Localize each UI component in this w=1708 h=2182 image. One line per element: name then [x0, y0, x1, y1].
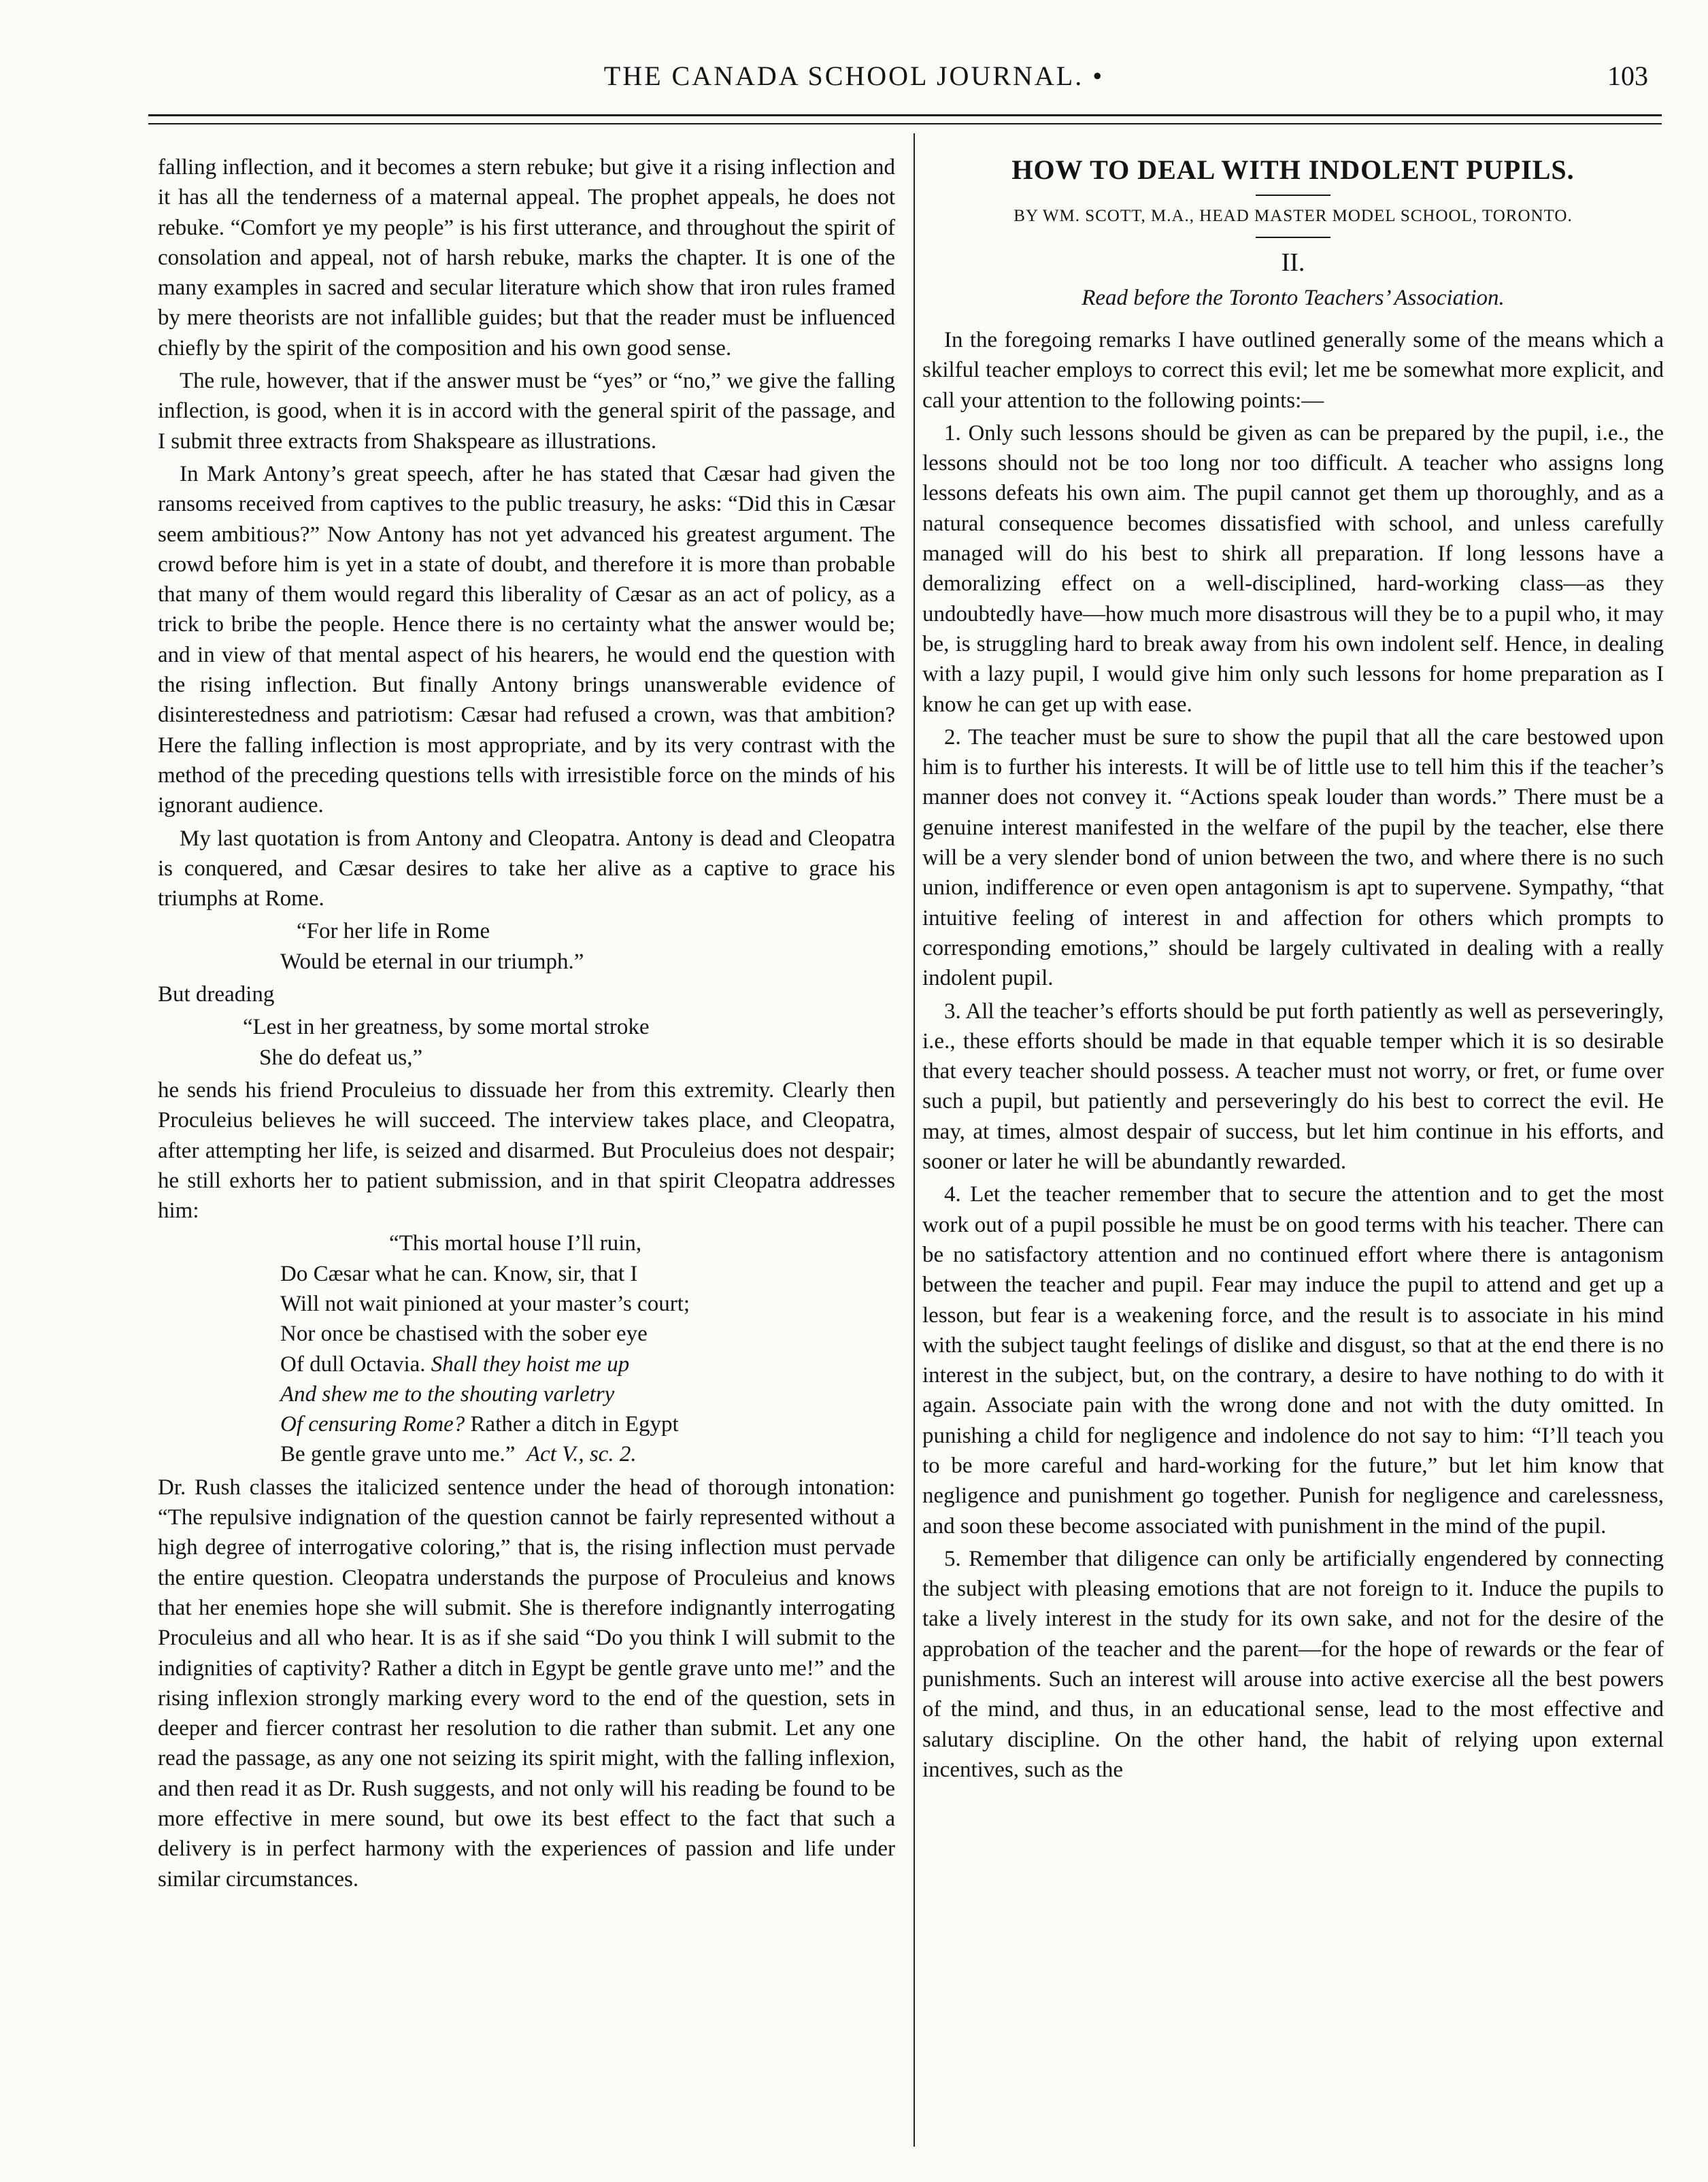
paragraph: But dreading — [158, 982, 275, 1007]
byline-rule — [1256, 237, 1330, 238]
title-rule — [1256, 195, 1330, 196]
verse-line: She do defeat us,” — [259, 1045, 423, 1070]
article-byline: BY WM. SCOTT, M.A., HEAD MASTER MODEL SCHOOL, TORONTO. — [1014, 207, 1573, 225]
verse-italic: Shall they hoist me up — [431, 1352, 630, 1377]
verse-line: Will not wait pinioned at your master’s court; — [280, 1291, 690, 1316]
paragraph: he sends his friend Proculeius to dissuade her from this extremity. Clearly then Proculeius believes he will succeed. The interview takes place, and Cleopatra, after attempting her life, is seized and disarmed. But Proculeius does not despair; he still exhorts her to patient submission, and in that spirit Cleopatra addresses him: — [158, 1077, 895, 1224]
verse-quote — [158, 1228, 895, 1469]
column-divider — [914, 133, 915, 2147]
verse-line: Would be eternal in our triumph.” — [280, 949, 584, 974]
verse-line: Do Cæsar what he can. Know, sir, that I — [280, 1261, 638, 1286]
verse-citation: Act V., sc. 2. — [526, 1442, 637, 1467]
verse-text: Rather a ditch in Egypt — [470, 1412, 679, 1437]
verse-italic: And shew me to the shouting varletry — [280, 1381, 615, 1407]
verse-line: “For her life in Rome — [297, 919, 490, 944]
paragraph: The rule, however, that if the answer must be “yes” or “no,” we give the falling inflection, is good, when it is in accord with the general spirit of the passage, and I submit three extracts from Shakspeare as illustrations. — [158, 369, 895, 454]
paragraph: My last quotation is from Antony and Cleopatra. Antony is dead and Cleopatra is conquered, and Cæsar desires to take her alive as a captive to grace his triumphs at Rome. — [158, 826, 895, 911]
verse-italic: Of censuring Rome? — [280, 1412, 465, 1437]
verse-line: “Lest in her greatness, by some mortal stroke — [243, 1015, 650, 1040]
read-before-note: Read before the Toronto Teachers’ Association. — [1082, 286, 1505, 310]
paragraph: In Mark Antony’s great speech, after he has stated that Cæsar had given the ransoms received from captives to the public treasury, he asks: “Did this in Cæsar seem ambitious?” Now Antony has not yet advanced his greatest argument. The crowd before him is yet in a state of doubt, and therefore it is more than probable that many of them would regard this liberality of Cæsar as an act of policy, as a trick to bribe the people. Hence there is no certainty what the answer would be; and in view of that mental aspect of his hearers, he would end the question with the rising inflection. But finally Antony brings unanswerable evidence of disinterestedness and patriotism: Cæsar had refused a crown, was that ambition? Here the falling inflection is most appropriate, and by its very contrast with the method of the preceding questions tells with irresistible force on the minds of his ignorant audience. — [158, 461, 895, 818]
verse-line: Nor once be chastised with the sober eye — [280, 1322, 648, 1347]
verse-line — [280, 1439, 895, 1469]
article-title: HOW TO DEAL WITH INDOLENT PUPILS. — [1011, 154, 1575, 185]
right-column — [922, 152, 1664, 1787]
header-rule-top — [148, 114, 1662, 116]
left-column — [158, 152, 895, 1897]
verse-line — [280, 1349, 895, 1379]
verse-text: Of dull Octavia. — [280, 1352, 426, 1377]
verse-line — [280, 1379, 895, 1409]
verse-line: “This mortal house I’ll ruin, — [389, 1231, 642, 1256]
paragraph: falling inflection, and it becomes a stern rebuke; but give it a rising inflection and it has all the tenderness of a maternal appeal. The prophet appeals, he does not rebuke. “Comfort ye my people” is his first utterance, and throughout the spirit of consolation and appeal, not of harsh rebuke, marks the chapter. It is one of the many examples in sacred and secular literature which show that iron rules framed by mere theorists are not infallible guides; but that the reader must be influenced chiefly by the spirit of the composition and his own good sense. — [158, 155, 895, 360]
numbered-point: 2. The teacher must be sure to show the pupil that all the care bestowed upon him is to further his interests. It will be of little use to tell him this if the teacher’s manner does not convey it. “Actions speak louder than words.” There must be a genuine interest manifested in the welfare of the pupil by the teacher, else there will be a very slender bond of union between the two, and where there is no such union, indifference or even open antagonism is apt to supervene. Sympathy, “that intuitive feeling of interest in and affection for others which prompts to corresponding emotions,” should be largely cultivated in dealing with a really indolent pupil. — [922, 724, 1664, 991]
part-number: II. — [1281, 248, 1305, 277]
page-number: 103 — [1607, 61, 1648, 91]
verse-quote — [158, 1012, 895, 1073]
page-header — [0, 60, 1708, 101]
verse-line — [280, 1409, 895, 1439]
header-rule-bottom — [148, 123, 1662, 124]
journal-title: THE CANADA SCHOOL JOURNAL. • — [603, 61, 1105, 91]
paragraph: Dr. Rush classes the italicized sentence under the head of thorough intonation: “The repulsive indignation of the question cannot be fairly represented without a high degree of interrogative coloring,” that is, the rising inflection must pervade the entire question. Cleopatra understands the purpose of Proculeius and knows that her enemies hope she will submit. She is therefore indignantly interrogating Proculeius and all who hear. It is as if she said “Do you think I will submit to the indignities of captivity? Rather a ditch in Egypt be gentle grave unto me!” and the rising inflexion strongly marking every word to the end of the question, sets in deeper and fiercer contrast her resolution to die rather than submit. Let any one read the passage, as any one not seizing its spirit might, with the falling inflexion, and then read it as Dr. Rush suggests, and not only will his reading be found to be more effective in mere sound, but owe its best effect to the fact that such a delivery is in perfect harmony with the experiences of passion and life under similar circumstances. — [158, 1475, 895, 1892]
paragraph: In the foregoing remarks I have outlined generally some of the means which a skilful teacher employs to correct this evil; let me be somewhat more explicit, and call your attention to the following points:— — [922, 328, 1664, 413]
numbered-point: 4. Let the teacher remember that to secure the attention and to get the most work out of a pupil possible he must be on good terms with his teacher. There can be no satisfactory attention and no continued effort where there is antagonism between the teacher and pupil. Fear may induce the pupil to attend and get up a lesson, but fear is a weakening force, and the result is to associate in his mind with the subject taught feelings of dislike and disgust, so that at the end there is no interest in the subject, but, on the contrary, a desire to have nothing to do with it again. Associate pain with the wrong done and not with the duty omitted. In punishing a child for negligence and indolence do not say to him: “I’ll teach you to be more careful and hard-working for the future,” but let him know that negligence and punishment go together. Punish for negligence and carelessness, and soon these become associated with punishment in the mind of the pupil. — [922, 1182, 1664, 1539]
verse-text: Be gentle grave unto me.” — [280, 1442, 516, 1467]
numbered-point: 5. Remember that diligence can only be artificially engendered by connecting the subject with pleasing emotions that are not foreign to it. Induce the pupils to take a lively interest in the study for its own sake, and not for the desire of the approbation of the teacher and the parent—for the hope of rewards or the fear of punishments. Such an interest will arouse into active exercise all the best powers of the mind, and thus, in an educational sense, lead to the most effective and salutary discipline. On the other hand, the habit of relying upon external incentives, such as the — [922, 1546, 1664, 1782]
numbered-point: 1. Only such lessons should be given as can be prepared by the pupil, i.e., the lessons should not be too long nor too difficult. A teacher who assigns long lessons defeats his own aim. The pupil cannot get them up thoroughly, and as a natural consequence becomes dissatisfied with school, and unless carefully managed will do his best to shirk all preparation. If long lessons have a demoralizing effect on a well-disciplined, hard-working class—as they undoubtedly have—how much more disastrous will they be to a pupil who, it may be, is struggling hard to break away from his own indolent self. Hence, in dealing with a lazy pupil, I would give him only such lessons for home preparation as I know he can get up with ease. — [922, 420, 1664, 717]
verse-quote — [158, 916, 895, 977]
numbered-point: 3. All the teacher’s efforts should be put forth patiently as well as perseveringly, i.e., these efforts should be made in that equable temper which it is so desirable that every teacher should possess. A teacher must not worry, or fret, or fume over such a pupil, but patiently and perseveringly do his best to correct the evil. He may, at times, almost despair of success, but let him continue in his efforts, and sooner or later he will be abundantly rewarded. — [922, 998, 1664, 1175]
